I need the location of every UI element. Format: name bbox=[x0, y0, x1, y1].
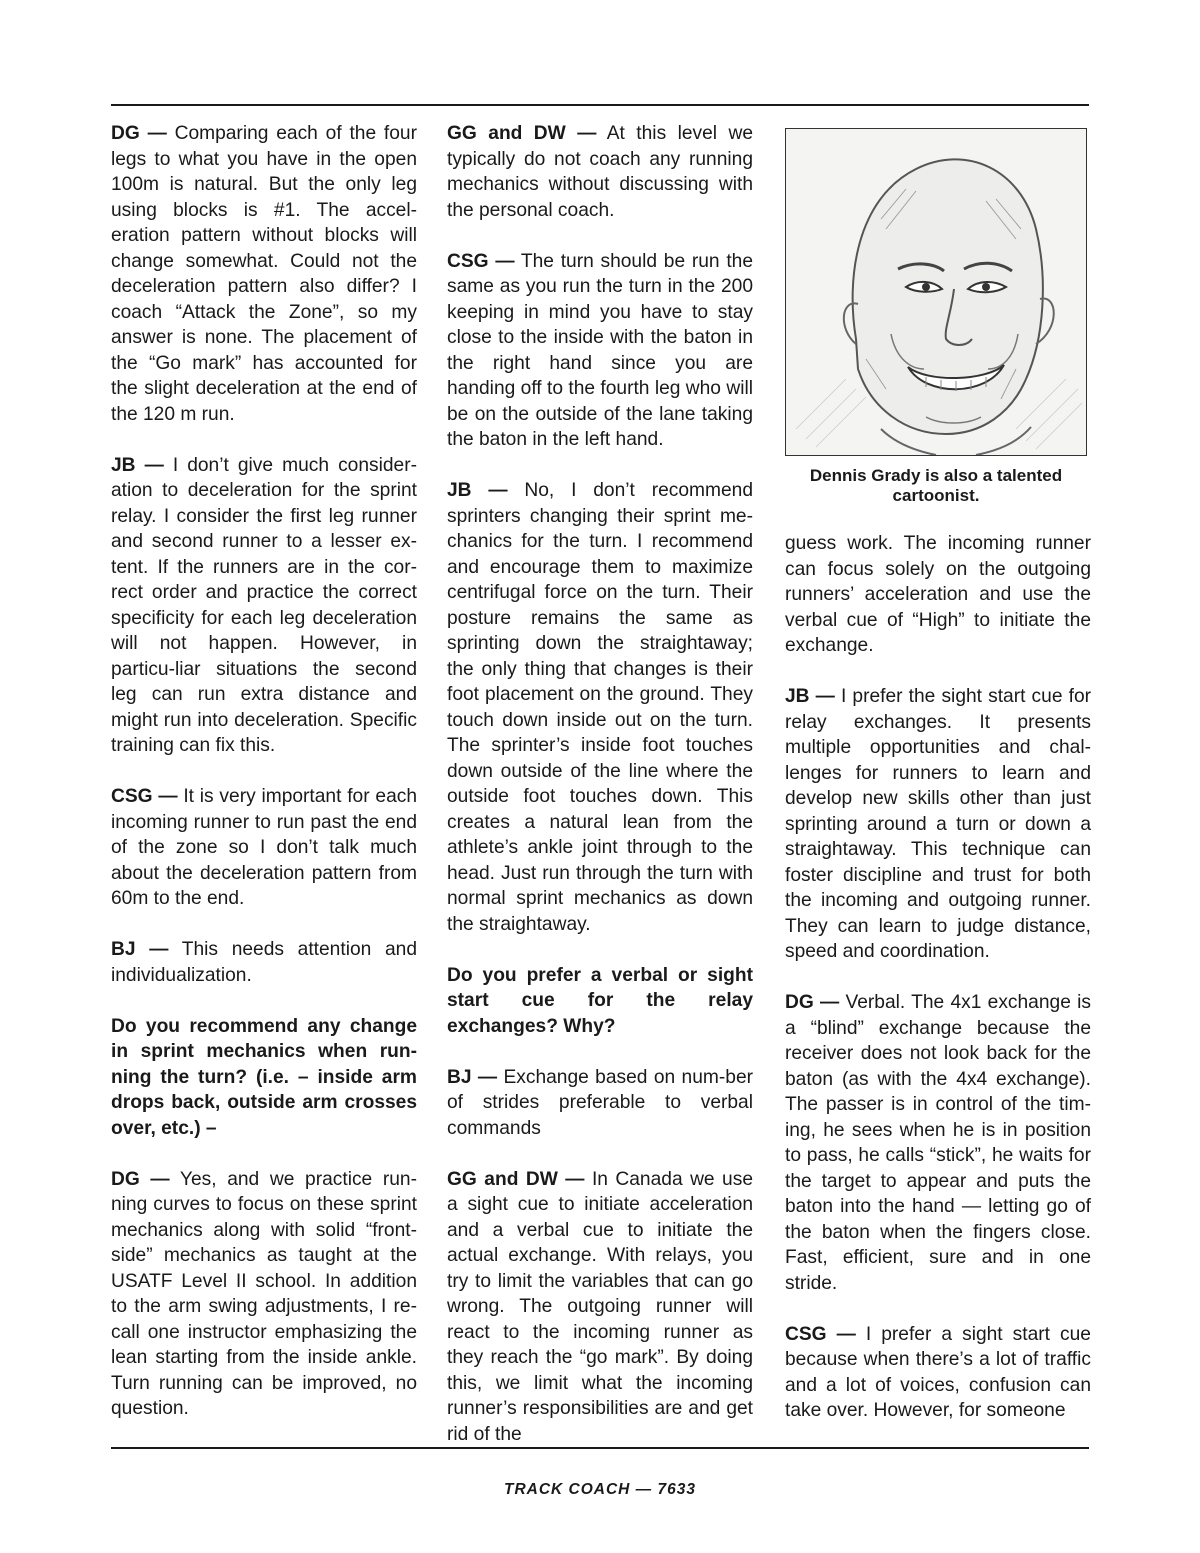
paragraph bbox=[111, 937, 417, 988]
paragraph-text: I prefer a sight start cue because when there’s a lot of traffic and a lot of voices, confusion can take over. However, for someone bbox=[785, 1323, 1091, 1421]
paragraph bbox=[447, 249, 753, 453]
column-1 bbox=[111, 121, 417, 1447]
paragraph-text: This needs attention and individualization. bbox=[111, 939, 418, 986]
paragraph-text: At this level we typically do not coach any running mechanics without discussing with the personal coach. bbox=[447, 123, 753, 221]
paragraph-text: Verbal. The 4x1 exchange is a “blind” exchange because the receiver does not look back for the baton (as with the 4x4 exchange). The passer is in control of the tim-ing, he sees when he is in position to pass, he calls “stick”, he waits for the target to appear and puts the baton into the hand — letting go of the baton when the fingers close. Fast, efficient, sure and in one stride. bbox=[785, 992, 1091, 1294]
column-3-text bbox=[785, 531, 1091, 1449]
speaker-label: JB — bbox=[785, 686, 835, 707]
paragraph bbox=[447, 478, 753, 937]
paragraph bbox=[447, 1167, 753, 1448]
speaker-label: JB — bbox=[447, 480, 508, 501]
figure-caption: Dennis Grady is also a talented cartoonist. bbox=[809, 466, 1063, 505]
speaker-label: DG — bbox=[111, 1168, 170, 1190]
speaker-label: JB — bbox=[111, 454, 164, 476]
paragraph: guess work. The incoming runner can focus solely on the outgoing runners’ acceleration and use the verbal cue of “High” to initiate the exchange. bbox=[785, 533, 1091, 656]
paragraph-text: In Canada we use a sight cue to initiate acceleration and a verbal cue to initiate the actual exchange. With relays, you try to limit the variables that can go wrong. The outgoing runner will react to the incoming runner as they reach the “go mark”. By doing this, we limit what the incoming runner’s responsibilities are and get rid of the bbox=[447, 1168, 753, 1445]
speaker-label: CSG — bbox=[447, 250, 515, 272]
paragraph-text: No, I don’t recommend sprinters changing their sprint me-chanics for the turn. I recommend and encourage them to maximize centrifugal force on the turn. Their posture remains the same as sprinting down the straightaway; the only thing that changes is their foot placement on the ground. They touch down inside out on the turn. The sprinter’s inside foot touches down outside of the line where the outside foot touches down. This creates a natural lean from the athlete’s ankle joint through to the head. Just run through the turn with normal sprint mechanics as down the straightaway. bbox=[447, 480, 754, 935]
column-2 bbox=[447, 121, 753, 1473]
paragraph-text: The turn should be run the same as you run the turn in the 200 keeping in mind you have to stay close to the inside with the baton in the right hand since you are handing off to the fourth leg who will be on the outside of the lane taking the baton in the left hand. bbox=[447, 250, 753, 450]
speaker-label: DG — bbox=[785, 992, 840, 1013]
paragraph-text: It is very important for each incoming runner to run past the end of the zone so I don’t talk much about the deceleration pattern from 60m to the end. bbox=[111, 786, 418, 909]
paragraph bbox=[785, 684, 1091, 965]
paragraph bbox=[111, 453, 417, 759]
interview-question: Do you prefer a verbal or sight start cue for the relay exchanges? Why? bbox=[447, 964, 753, 1037]
speaker-label: DG — bbox=[111, 123, 167, 144]
paragraph bbox=[111, 784, 417, 912]
paragraph bbox=[447, 1065, 753, 1142]
speaker-label: GG and DW — bbox=[447, 123, 597, 144]
bottom-rule bbox=[111, 1447, 1089, 1449]
speaker-label: CSG — bbox=[111, 786, 178, 807]
paragraph-text: Yes, and we practice run-ning curves to focus on these sprint mechanics along with solid “front-side” mechanics as taught at the USATF Level II school. In addition to the arm swing adjustments, I re-call one instructor emphasizing the lean starting from the inside ankle. Turn running can be improved, no question. bbox=[111, 1168, 417, 1419]
speaker-label: CSG — bbox=[785, 1323, 856, 1345]
speaker-label: BJ — bbox=[111, 939, 169, 960]
portrait-sketch bbox=[785, 128, 1087, 456]
speaker-label: GG and DW — bbox=[447, 1168, 585, 1190]
page-footer: TRACK COACH — 7633 bbox=[504, 1481, 696, 1498]
paragraph-text: Exchange based on num-ber of strides preferable to verbal commands bbox=[447, 1066, 754, 1139]
portrait-drawing bbox=[786, 129, 1086, 455]
paragraph bbox=[111, 121, 417, 427]
paragraph-text: I don’t give much consider-ation to deceleration for the sprint relay. I consider the first leg runner and second runner to a lesser ex-tent. If the runners are in the cor-rect order and practice the correct specificity for each leg deceleration will not happen. However, in particu-liar situations the second leg can run extra distance and might run into deceleration. Specific training can fix this. bbox=[111, 454, 417, 756]
interview-question: Do you recommend any change in sprint mechanics when run-ning the turn? (i.e. – inside arm drops back, outside arm crosses over, etc.) – bbox=[111, 1015, 417, 1139]
paragraph-text: Comparing each of the four legs to what you have in the open 100m is natural. But the only leg using blocks is #1. The accel-eration pattern without blocks will change somewhat. Could not the deceleration pattern also differ? I coach “Attack the Zone”, so my answer is none. The placement of the “Go mark” has accounted for the slight deceleration at the end of the 120 m run. bbox=[111, 123, 417, 425]
paragraph bbox=[785, 1322, 1091, 1424]
top-rule bbox=[111, 104, 1089, 106]
speaker-label: BJ — bbox=[447, 1066, 498, 1088]
paragraph bbox=[785, 990, 1091, 1296]
paragraph bbox=[111, 1167, 417, 1422]
paragraph-text: I prefer the sight start cue for relay exchanges. It presents multiple opportunities and chal-lenges for runners to learn and develop new skills other than just sprinting around a turn or down a straightaway. This technique can foster discipline and trust for both the incoming and outgoing runner. They can learn to judge distance, speed and coordination. bbox=[785, 686, 1091, 962]
paragraph bbox=[447, 121, 753, 223]
